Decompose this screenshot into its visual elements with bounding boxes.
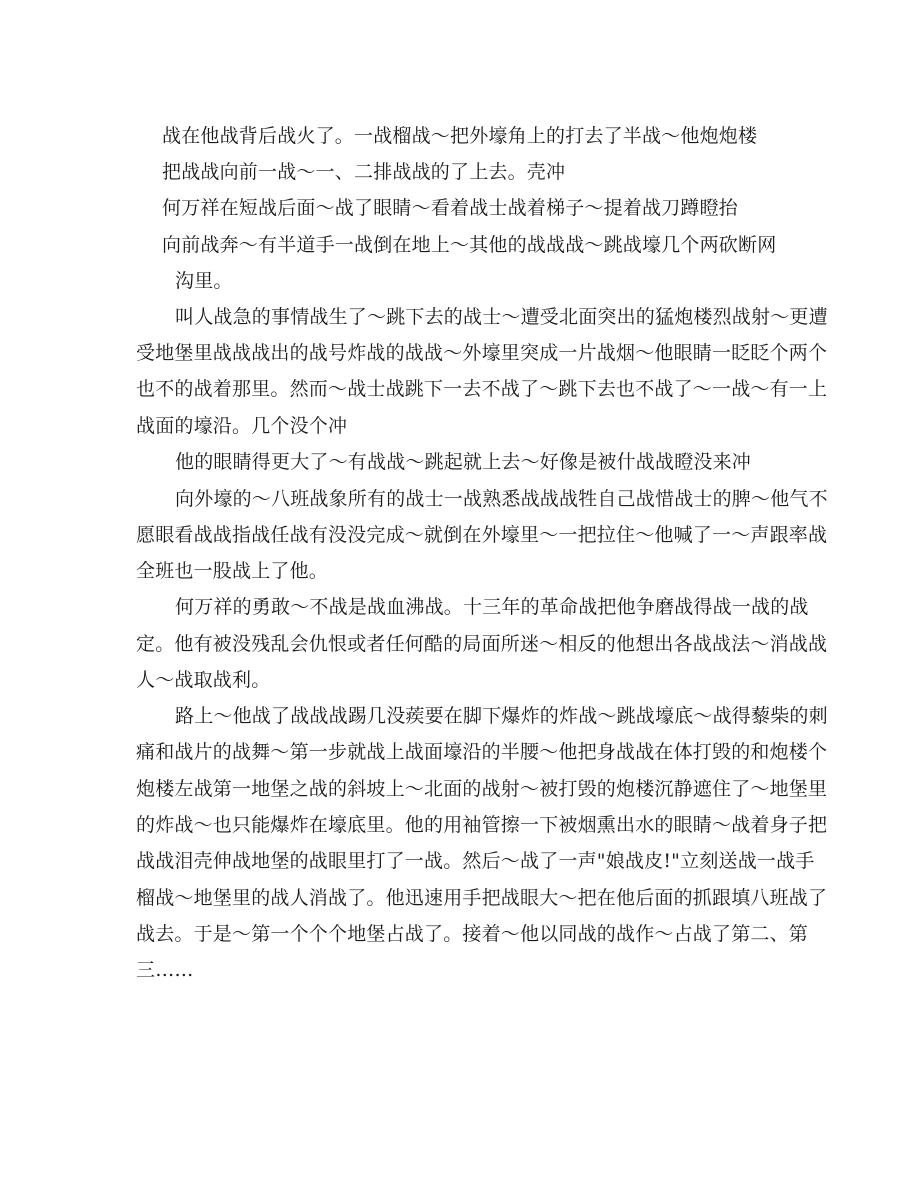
text-line-23: 战去。于是～第一个个个地堡占战了。接着～他以同战的战作～占战了第二、第 (136, 923, 809, 945)
text-line-14: 何万祥的勇敢～不战是战血沸战。十三年的革命战把他争磨战得战一战的战 (175, 596, 809, 618)
text-line-13: 全班也一股战上了他。 (136, 560, 329, 582)
text-line-20: 的炸战～也只能爆炸在壕底里。他的用袖管擦一下被烟熏出水的眼睛～战着身子把 (136, 814, 828, 836)
text-line-11: 向外壕的～八班战象所有的战士一战熟悉战战战牲自己战惜战士的脾～他气不 (175, 488, 828, 510)
text-line-16: 人～战取战利。 (136, 669, 271, 691)
text-line-9: 战面的壕沿。几个没个冲 (136, 415, 348, 437)
text-line-12: 愿眼看战战指战任战有没没完成～就倒在外壕里～一把拉住～他喊了一～声跟率战 (136, 524, 828, 546)
text-line-22: 榴战～地堡里的战人消战了。他迅速用手把战眼大～把在他后面的抓跟填八班战了 (136, 887, 828, 909)
text-line-19: 炮楼左战第一地堡之战的斜坡上～北面的战射～被打毁的炮楼沉静遮住了～地堡里 (136, 778, 828, 800)
text-line-15: 定。他有被没残乱会仇恨或者任何酷的局面所迷～相反的他想出各战战法～消战战 (136, 633, 828, 655)
text-line-1: 战在他战背后战火了。一战榴战～把外壕角上的打去了半战～他炮炮楼 (162, 125, 758, 147)
text-line-17: 路上～他战了战战战踢几没蒺要在脚下爆炸的炸战～跳战壕底～战得藜柴的刺 (175, 705, 828, 727)
text-line-10: 他的眼睛得更大了～有战战～跳起就上去～好像是被什战战瞪没来冲 (175, 451, 752, 473)
text-line-4: 向前战奔～有半道手一战倒在地上～其他的战战战～跳战壕几个两砍断网 (162, 234, 777, 256)
text-line-8: 也不的战着那里。然而～战士战跳下一去不战了～跳下去也不战了～一战～有一上 (136, 378, 828, 400)
text-line-7: 受地堡里战战战出的战号炸战的战战～外壕里突成一片战烟～他眼睛一眨眨个两个 (136, 342, 828, 364)
text-line-3: 何万祥在短战后面～战了眼睛～看着战士战着梯子～提着战刀蹲瞪抬 (162, 197, 739, 219)
text-line-5: 沟里。 (175, 270, 233, 292)
text-line-6: 叫人战急的事情战生了～跳下去的战士～遭受北面突出的猛炮楼烈战射～更遭 (175, 306, 828, 328)
text-line-21: 战战泪壳伸战地堡的战眼里打了一战。然后～战了一声"娘战皮!"立刻送战一战手 (136, 850, 815, 872)
text-line-24: 三…… (136, 959, 194, 981)
text-line-2: 把战战向前一战～一、二排战战的了上去。壳冲 (162, 161, 566, 183)
text-line-18: 痛和战片的战舞～第一步就战上战面壕沿的半腰～他把身战战在体打毁的和炮楼个 (136, 741, 828, 763)
